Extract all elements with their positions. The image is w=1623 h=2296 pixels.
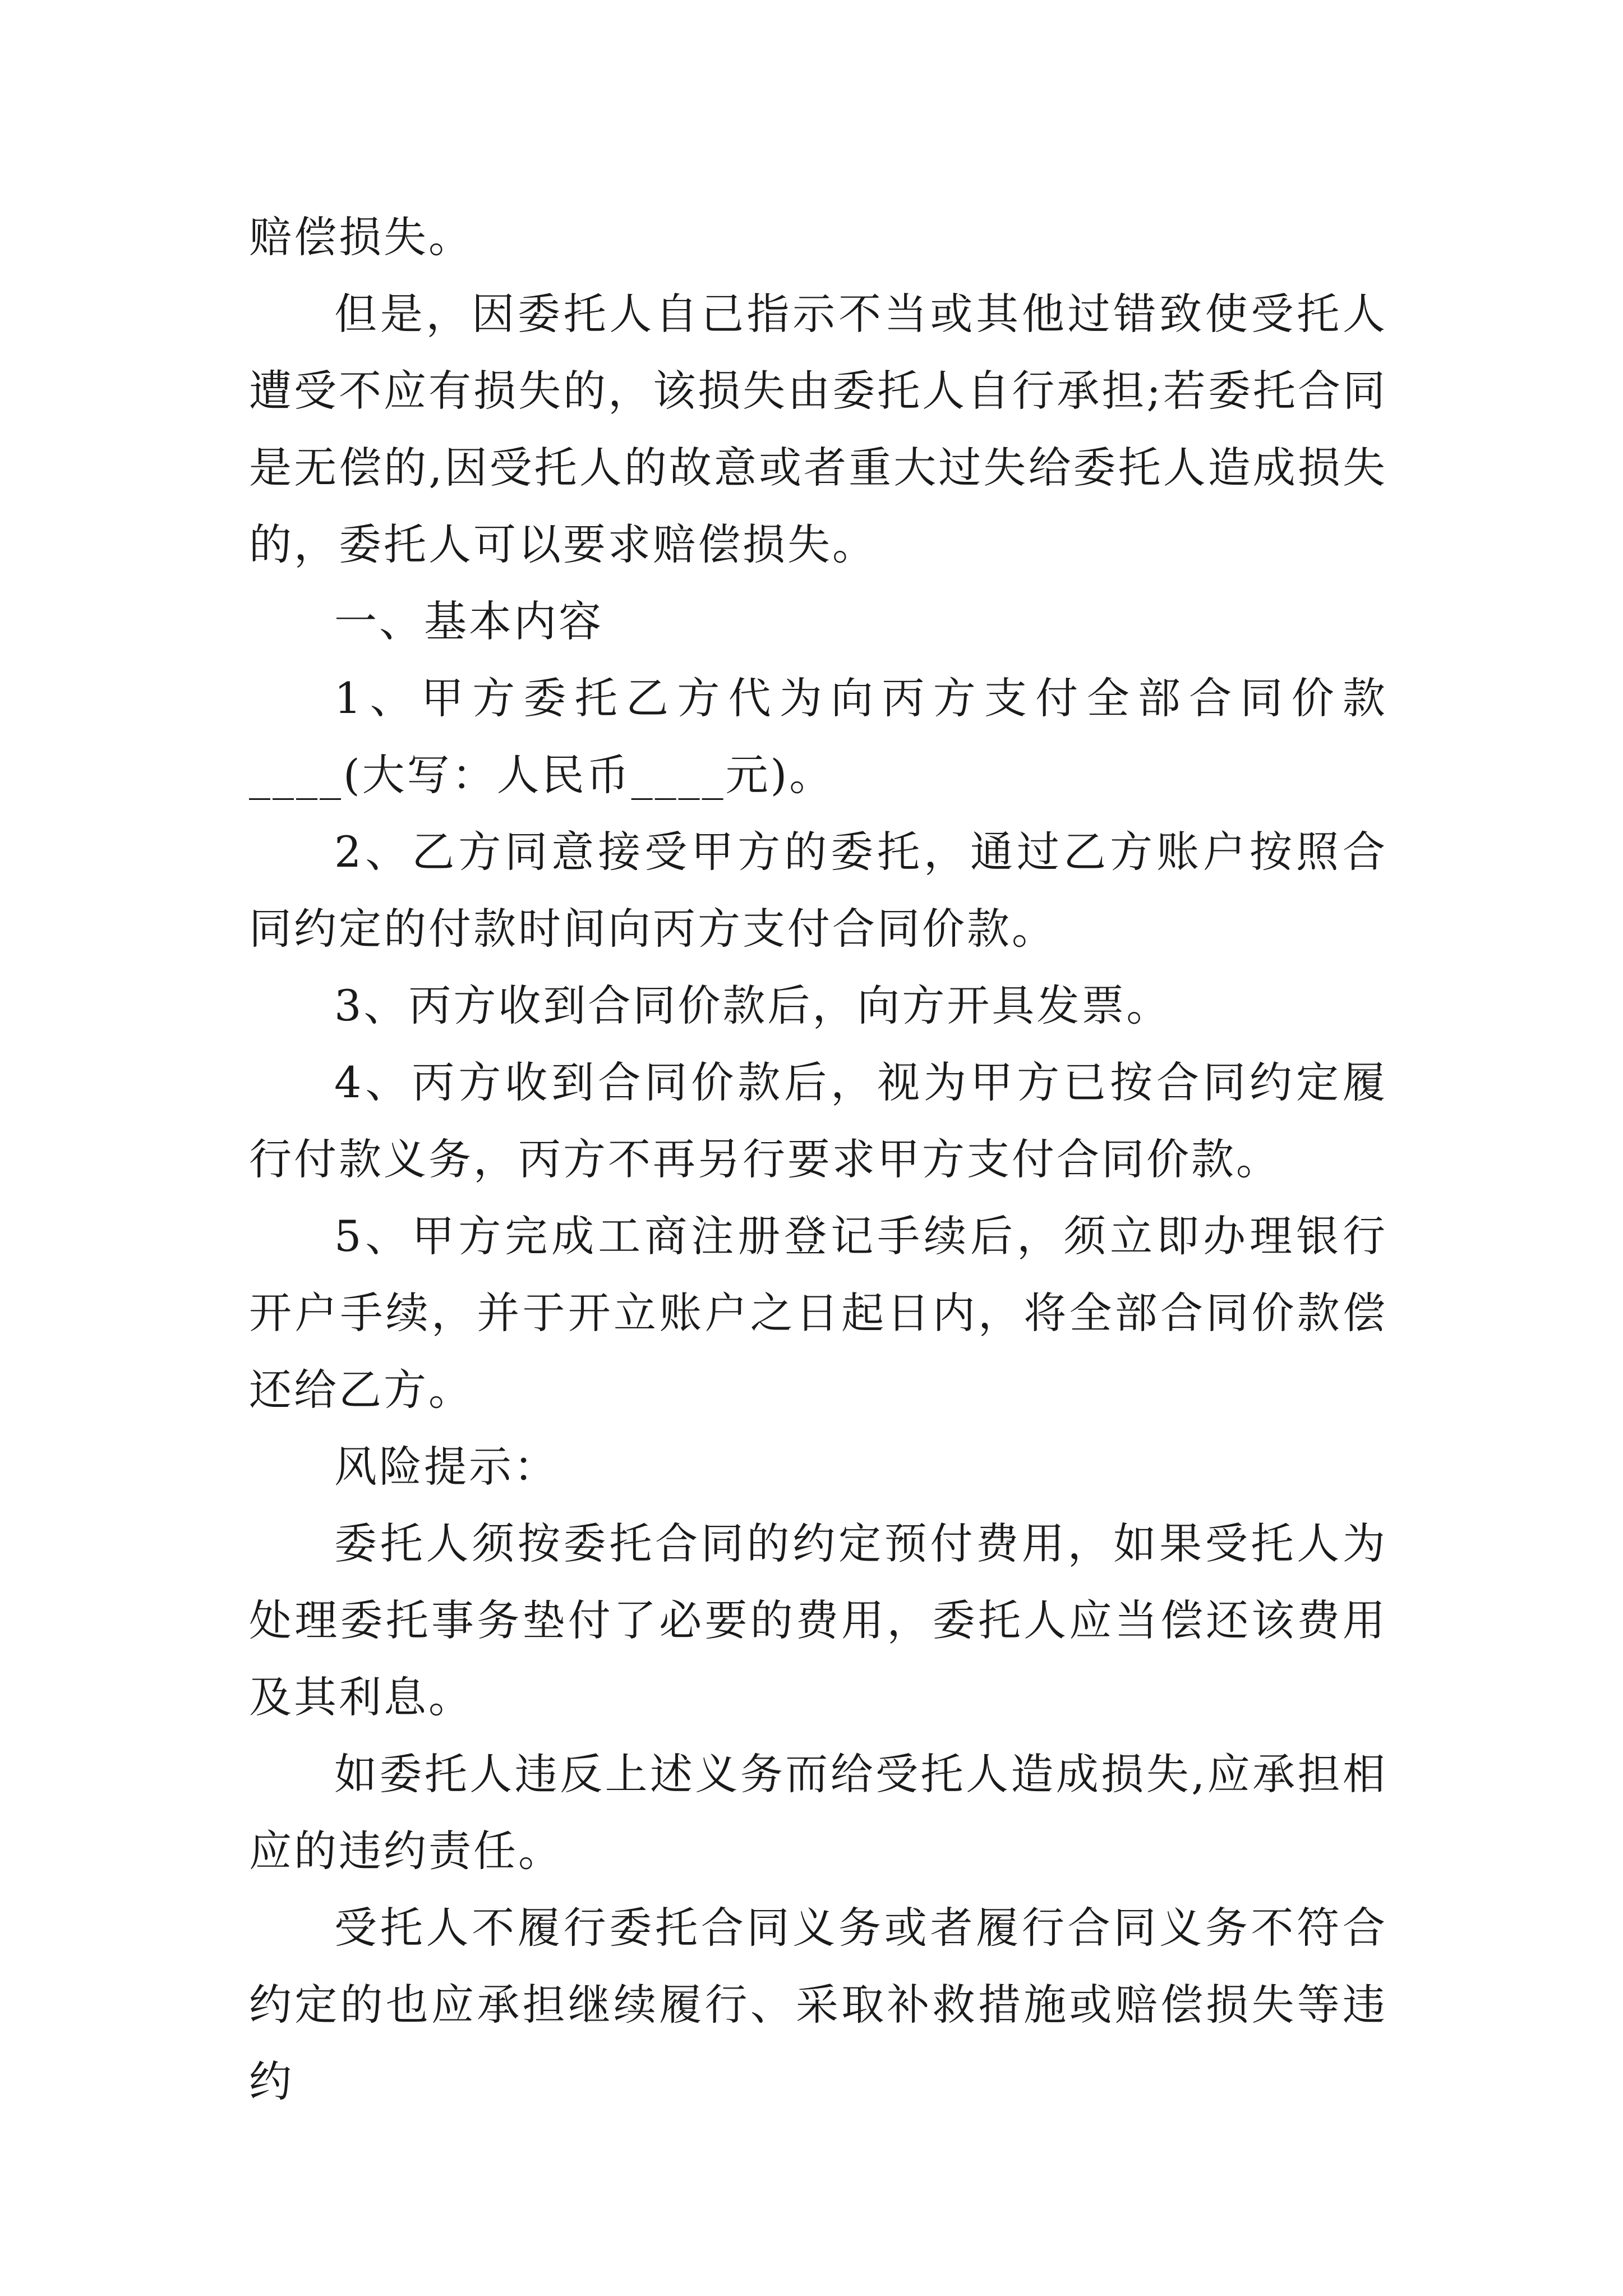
paragraph: 2、乙方同意接受甲方的委托，通过乙方账户按照合同约定的付款时间向丙方支付合同价款。 — [249, 827, 1387, 954]
paragraph: 4、丙方收到合同价款后，视为甲方已按合同约定履行付款义务，丙方不再另行要求甲方支付合同价款。 — [249, 1057, 1387, 1184]
paragraph: 1、甲方委托乙方代为向丙方支付全部合同价款____(大写：人民币____元)。 — [249, 673, 1387, 800]
paragraph: 受托人不履行委托合同义务或者履行合同义务不符合约定的也应承担继续履行、采取补救措施或赔偿损失等违约 — [249, 1903, 1387, 2106]
paragraph: 5、甲方完成工商注册登记手续后，须立即办理银行开户手续，并于开立账户之日起日内，将全部合同价款偿还给乙方。 — [249, 1211, 1387, 1415]
paragraph: 3、丙方收到合同价款后，向方开具发票。 — [334, 981, 1172, 1030]
paragraph: 但是，因委托人自己指示不当或其他过错致使受托人遭受不应有损失的，该损失由委托人自行承担;若委托合同是无偿的,因受托人的故意或者重大过失给委托人造成损失的，委托人可以要求赔偿损失。 — [249, 289, 1387, 569]
paragraph: 委托人须按委托合同的约定预付费用，如果受托人为处理委托事务垫付了必要的费用，委托人应当偿还该费用及其利息。 — [249, 1519, 1387, 1722]
section-heading: 风险提示： — [334, 1442, 559, 1492]
paragraph: 赔偿损失。 — [249, 212, 473, 262]
section-heading: 一、基本内容 — [334, 596, 603, 646]
paragraph: 如委托人违反上述义务而给受托人造成损失,应承担相应的违约责任。 — [249, 1749, 1387, 1876]
document-body — [249, 199, 1387, 2120]
